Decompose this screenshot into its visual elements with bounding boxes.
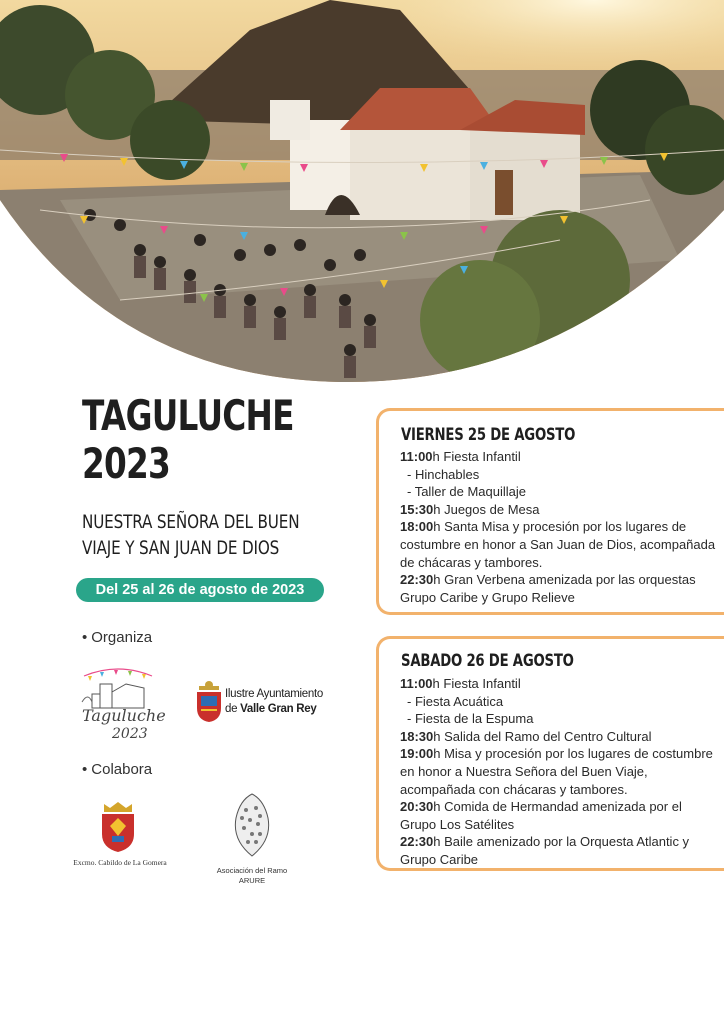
schedule-items: [400, 448, 720, 606]
schedule-friday-card: [376, 408, 724, 615]
taguluche-logo-year: 2023: [112, 726, 148, 742]
cabildo-logo: [70, 800, 170, 870]
cabildo-logo-text: Excmo. Cabildo de La Gomera: [73, 858, 167, 867]
subtitle-line-2: VIAJE Y SAN JUAN DE DIOS: [82, 537, 280, 559]
event-subtitle: [82, 509, 354, 561]
bullet-icon: •: [82, 629, 88, 646]
asociacion-ramo-logo: [212, 790, 292, 886]
colabora-heading: [82, 761, 152, 778]
header-photo: [0, 0, 724, 390]
ayuntamiento-logo-line-2: [225, 703, 316, 715]
schedule-items: [400, 675, 720, 869]
ayuntamiento-logo: [195, 680, 335, 726]
schedule-saturday-card: [376, 636, 724, 871]
title-line-2: 2023: [82, 439, 171, 488]
schedule-item: 18:30h Salida del Ramo del Centro Cultural: [400, 728, 652, 744]
bullet-icon: •: [82, 761, 88, 778]
organiza-heading: [82, 629, 152, 646]
schedule-item: 20:30h Comida de Hermandad amenizada por el Grupo Los Satélites: [400, 799, 682, 832]
coat-of-arms-icon: [195, 680, 223, 724]
taguluche-logo: [78, 662, 166, 746]
subtitle-line-1: NUESTRA SEÑORA DEL BUEN: [82, 511, 300, 533]
schedule-subitem: - Taller de Maquillaje: [407, 484, 526, 500]
church-icon: [78, 662, 158, 712]
schedule-item: 22:30h Baile amenizado por la Orquesta Atlantic y Grupo Caribe: [400, 834, 690, 867]
colabora-label: Colabora: [91, 761, 153, 778]
ayuntamiento-de: de: [225, 703, 238, 715]
taguluche-logo-name: Taguluche: [82, 706, 166, 725]
title-line-1: TAGULUCHE: [82, 391, 294, 440]
ramo-icon: [230, 790, 274, 862]
date-range-badge: Del 25 al 26 de agosto de 2023: [76, 578, 324, 602]
schedule-item: 22:30h Gran Verbena amenizada por las orquestas Grupo Caribe y Grupo Relieve: [400, 572, 696, 605]
schedule-item: 11:00h Fiesta Infantil: [400, 676, 521, 691]
ayuntamiento-name: Valle Gran Rey: [240, 703, 317, 715]
schedule-item: 19:00h Misa y procesión por los lugares de costumbre en honor a Nuestra Señora del Buen Viaje, acompañada con chácaras y tambores.: [400, 746, 713, 797]
organiza-label: Organiza: [91, 629, 153, 646]
ramo-logo-line-1: Asociación del Ramo: [216, 866, 288, 875]
schedule-day-heading: SABADO 26 DE AGOSTO: [401, 651, 574, 671]
schedule-subitem: - Fiesta de la Espuma: [407, 711, 534, 727]
ayuntamiento-logo-line-1: Ilustre Ayuntamiento: [225, 688, 323, 700]
schedule-day-heading: VIERNES 25 DE AGOSTO: [401, 425, 576, 445]
schedule-subitem: - Hinchables: [407, 466, 480, 482]
event-title: [82, 392, 300, 488]
cabildo-crest-icon: [96, 800, 140, 854]
schedule-subitem: - Fiesta Acuática: [407, 693, 504, 709]
schedule-item: 15:30h Juegos de Mesa: [400, 501, 540, 517]
ramo-logo-line-2: ARURE: [238, 876, 266, 885]
schedule-item: 18:00h Santa Misa y procesión por los lugares de costumbre en honor a San Juan de Dios, acompañada de chácaras y tambores.: [400, 519, 716, 570]
schedule-item: 11:00h Fiesta Infantil: [400, 449, 521, 464]
